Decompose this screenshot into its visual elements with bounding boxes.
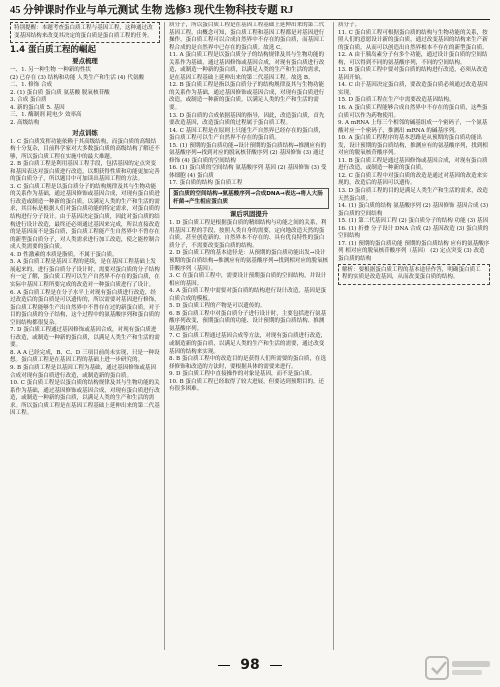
answer-item: 12. C 蛋白质工程中对蛋白质的改造是通过对基因的改造来实现的，改造后的基因可以遗传。 bbox=[338, 172, 488, 187]
answer-item: 1. D 蛋白质工程是根据蛋白质的精细结构与功能之间的关系，利用基因工程的手段，按照人类自身的需要，定向地改造天然的蛋白质，甚至创造新的、自然界本不存在的、具有优良特性的蛋白质分子，不需要改变蛋白质的结构。 bbox=[169, 220, 327, 249]
section-heading-test: 课后巩固提升 bbox=[229, 210, 269, 219]
summary-list bbox=[10, 67, 160, 127]
answer-item: 10. A 蛋白质工程程序的基本思路是从预期的蛋白质功能出发，设计预期的蛋白质结构，推测应有的氨基酸序列，找到相对应的脱氧核苷酸序列。 bbox=[338, 135, 488, 157]
answer-list bbox=[338, 22, 490, 264]
section-heading-essentials: 要点梳理 bbox=[72, 57, 98, 66]
answer-item: 11. B 蛋白质工程是通过基因修饰或基因合成，对现有蛋白质进行改造，或制造一种新的蛋白质。 bbox=[338, 157, 488, 172]
column-divider bbox=[333, 22, 334, 650]
answer-item: 12. A 由于胰岛素分子有多个功能，通过设计蛋白质的空间结构，可以得到不同的氨基酸序列，不同的空间结构。 bbox=[338, 52, 488, 66]
answer-item: 8. A A 已经完成，B、C、D 三项目前尚未实现，只是一种设想。蛋白质工程是在基因工程的基础上进一步研究的。 bbox=[10, 349, 160, 364]
analysis-note-box: 解析：要根据蛋白质工程的基本途径作答，明确蛋白质工程的实质是改造基因，从而改变蛋白质的结构。 bbox=[338, 264, 490, 285]
answer-item: 2. B 蛋白质工程是利用基因工程手段，包括基因的定点突变和基因表达对蛋白质进行改造，以期获得性质和功能更加完善的蛋白质分子，所以题目中可加读出基因工程的方法。 bbox=[10, 161, 160, 183]
summary-item: 4. 新的蛋白质 5. 基因 bbox=[10, 104, 65, 111]
answer-item: 13. D 蛋白质工程的目的是满足人类生产和生活的需求，改造天然蛋白质。 bbox=[338, 188, 488, 202]
column-divider bbox=[164, 22, 165, 650]
summary-item: 二、1. 修饰 合成 bbox=[10, 82, 53, 89]
column-2 bbox=[169, 22, 329, 650]
answer-item: 15. (1) 预期的蛋白质功能→设计预期的蛋白质结构→推测应有的氨基酸序列→找到对应的脱氧核苷酸序列 (2) 基因修饰 (3) 通过修饰 (4) 蛋白质的空间结构 bbox=[169, 142, 327, 164]
summary-item: (2) 已存在 (3) 结构和功能 人类生产和生活 (4) 代氨酸 bbox=[10, 74, 144, 81]
page-number: 98 bbox=[210, 654, 290, 676]
answer-item: 2. D 蛋白质工程的基本途径是：从预期的蛋白质功能出发→设计预期的蛋白质结构→推测应有的氨基酸序列→找到相对应的脱氧核苷酸序列（基因）。 bbox=[169, 250, 329, 272]
answer-item: 质分子，所以蛋白质工程是在基因工程基础上延伸出来的第二代基因工程，由概念可知，蛋白质工程和基因工程都是对基因进行操作，蛋白质工程可以合成自然界中不存在的蛋白质，而基因工程合成的是自然界中已存在的蛋白质。故选 C。 bbox=[169, 22, 325, 51]
answer-item: 6. B 蛋白质工程中对蛋白质分子进行设计时，主要包括进行氨基酸序列改变，预期蛋白质的功能、设计预期的蛋白质结构、推测氨基酸序列。 bbox=[169, 310, 327, 332]
section-heading-training: 对点训练 bbox=[72, 128, 98, 137]
answer-item: 17. 蛋白质的结构 蛋白质工程 bbox=[169, 180, 243, 187]
answer-item: 11. C 蛋白质工程可根据蛋白质的结构与生物功能的关系，按照人们的意愿设计新的蛋白质，通过改变基因的结构来生产新的蛋白质，从而可以创造出自然界根本不存在的新型蛋白质。 bbox=[338, 29, 488, 51]
answer-item: 3. C 在蛋白质工程中，需要设计预期蛋白质的空间结构，并设计相应的基因。 bbox=[169, 273, 327, 287]
answer-item: 质分子。 bbox=[338, 22, 361, 28]
answer-item: 1. C 蛋白质发挥功能依赖于其高级结构，而蛋白质的高级结构十分复杂，目前科学家对大多数蛋白质的高级结构了解还不够，所以蛋白质工程在实施中的最大难题。 bbox=[10, 138, 160, 160]
answer-item: 16. A 蛋白质工程能够合成自然界中不存在的蛋白质，这些蛋白质可以作为药物使用。 bbox=[338, 105, 488, 119]
answer-item: 4. D 性激素的本质是脂质，不属于蛋白质。 bbox=[10, 251, 118, 258]
summary-item: 2. (1) 蛋白质 蛋白质 氨基酸 脱氧核苷酸 bbox=[10, 89, 110, 96]
answer-item: 8. B 蛋白质工程中的改造目的是获得人们所需要的蛋白质，在选择修饰和改造的方法时，要根据具体的需要来进行。 bbox=[169, 356, 327, 370]
summary-item: 一、1. 另一种生物 一种新的性状 bbox=[10, 67, 91, 74]
answer-list bbox=[169, 220, 329, 394]
watermark-logo-icon bbox=[424, 653, 494, 683]
answer-item: 12. B 蛋白质工程是指以蛋白质分子的结构规律及其与生物功能的关系作为基础，通过基因修饰或基因合成，对现有蛋白质进行改造，或制造一种新的蛋白质，以满足人类的生产和生活的需要。 bbox=[169, 82, 325, 112]
answer-item: 14. C 由于基因决定蛋白质，要改造蛋白质必须通过改造基因实现。 bbox=[338, 82, 488, 96]
answer-item: 15. D 蛋白质工程在生产中需要改造基因结构。 bbox=[338, 97, 455, 104]
answer-list bbox=[10, 139, 160, 418]
answer-item: 10. B 蛋白质工程已经取得了较大进展，但要达到预期目的，还有很多困难。 bbox=[169, 378, 325, 393]
answer-item: 6. A 蛋白质工程是在分子水平上对现有蛋白质进行改造，经过改造后的蛋白质是可以遗传的，所以需要对基因进行修饰，蛋白质工程能够生产出自然界中不曾存在过的新蛋白质，对于目的蛋白质的分子结构，这个过程中的氨基酸序列和蛋白质的空间结构都很复杂。 bbox=[10, 289, 160, 326]
summary-item: 三、1. 酶制剂 耗电少 效率高 bbox=[10, 112, 82, 119]
answer-list bbox=[169, 22, 329, 188]
flow-box: 蛋白质的空间结构→氨基酸序列→合成DNA→表达→将人大肠杆菌→产生相应蛋白质 bbox=[169, 188, 329, 209]
summary-item: 3. 合成 蛋白质 bbox=[10, 97, 47, 104]
answer-item: 5. A 蛋白质工程是基因工程的延续，是在基因工程基础上发展起来的，进行蛋白质分子设计时，需要对蛋白质的分子结构有一定了解，蛋白质工程可以生产自然界不存在的蛋白质，在实际中基因工程所要完成的改造对一种蛋白质进行了设计。 bbox=[10, 259, 160, 288]
answer-item: 16. (1) 蛋白质的空间结构 氨基酸序列 基因 (2) 基因修饰 (3) 受体细胞 (4) 蛋白质 bbox=[169, 165, 327, 179]
answer-item: 15. (1) 第二代基因工程 (2) 蛋白质分子的结构 功能 (3) 基因 bbox=[338, 218, 489, 225]
summary-item: 2. 高级结构 bbox=[10, 120, 40, 127]
column-3 bbox=[338, 22, 490, 650]
answer-item: 11. A 蛋白质工程是以蛋白质分子的结构规律及其与生物功能的关系作为基础，通过基因修饰或基因合成，对现有蛋白质进行改造，或制造一种新的蛋白质，以满足人类的生产和生活的需求，是在基因工程基础上延伸出来的第二代基因工程。故选 B。 bbox=[169, 52, 325, 81]
answer-item: 9. A mRNA 上每三个相邻的碱基组成一个密码子，一个氨基酸对应一个密码子，推测出 mRNA 的碱基序列。 bbox=[338, 120, 488, 134]
answer-item: 10. C 蛋白质工程是以蛋白质的结构规律及其与生物功能的关系作为基础，通过基因修饰或基因合成，对现有蛋白质进行改造，或制造一种新的蛋白质，以满足人类的生产和生活的需求。所以蛋白质工程是在基因工程基础上延伸出来的第二代基因工程。 bbox=[10, 380, 160, 417]
answer-item: 9. D 蛋白质工程中直接操作的对象是基因，而不是蛋白质。 bbox=[169, 371, 316, 378]
answer-item: 5. D 蛋白质工程的产物是可以遗传的。 bbox=[169, 303, 266, 310]
answer-item: 3. C 蛋白质工程是以蛋白质分子的结构规律及其与生物功能的关系作为基础，通过基因修饰或基因合成，对现有蛋白质进行改造或制造一种新的蛋白质，以满足人类的生产和生活的需求，其目标是根据人们对蛋白质功能的特定需求，对蛋白质的结构进行分子设计。由于基因决定蛋白质，因此对蛋白质的结构进行设计改造，最终还必须通过基因来完成，所以直接改造的是基因而不是蛋白质，蛋白质工程能产生自然界中不曾存在的新型蛋白质分子，对人类需求进行加工改造，使之能控制合成人类需要的蛋白质。 bbox=[10, 183, 160, 251]
column-1 bbox=[10, 22, 160, 650]
answer-item: 17. (1) 预期的蛋白质功能 预期的蛋白质结构 应有的氨基酸序列 相对应的脱氧核苷酸序列（基因） (2) 定点突变 (3) 改造蛋白质的结构 bbox=[338, 240, 490, 262]
answer-item: 13. B 蛋白质工程中要对蛋白质的结构进行改造，必须从改造基因开始。 bbox=[338, 67, 488, 81]
page-header: 45 分钟课时作业与单元测试 生物 选修3 现代生物科技专题 RJ bbox=[10, 3, 490, 20]
answer-item: 14. C 基因工程是在原则上只能生产自然界已经存在的蛋白质，蛋白质工程可以生产自然界不存在的蛋白质。 bbox=[169, 127, 325, 142]
answer-item: 7. D 蛋白质工程通过基因修饰或基因合成，对现有蛋白质进行改造，或制造一种新的蛋白质，以满足人类生产和生活的需要。 bbox=[10, 327, 160, 349]
answer-item: 13. D 蛋白质的合成依据基因的指导，因此，改造蛋白质，首先要改造基因，改造蛋白质的过程属于蛋白质工程。 bbox=[169, 112, 325, 127]
lesson-title: 1.4 蛋白质工程的崛起 bbox=[10, 45, 97, 56]
answer-item: 9. B 蛋白质工程是以基因工程为基础，通过基因修饰或基因合成对现有蛋白质进行改造，或制造新的蛋白质。 bbox=[10, 364, 157, 379]
intro-note-box: 特别提醒：本题考查蛋白质工程与基因工程，这种通过改变基因结构来改变其决定的蛋白质是蛋白质工程的任务。 bbox=[10, 22, 160, 43]
answer-item: 16. (1) 折叠 分子设计 DNA 合成 (2) 基因改造 (3) 蛋白质的空间结构 bbox=[338, 225, 489, 240]
answer-item: 4. A 蛋白质工程中需要对蛋白质的结构进行设计改造，基因是蛋白质合成的模板。 bbox=[169, 288, 327, 302]
answer-item: 7. C 蛋白质工程通过基因合成等方法，对现有蛋白质进行改造，或制造新的蛋白质，以满足人类的生产和生活的需要，通过改变基因的结构来实现。 bbox=[169, 333, 327, 355]
answer-item: 14. (1) 蛋白质的结构 氨基酸序列 (2) 基因修饰 基因合成 (3) 蛋白质的空间结构 bbox=[338, 203, 489, 217]
